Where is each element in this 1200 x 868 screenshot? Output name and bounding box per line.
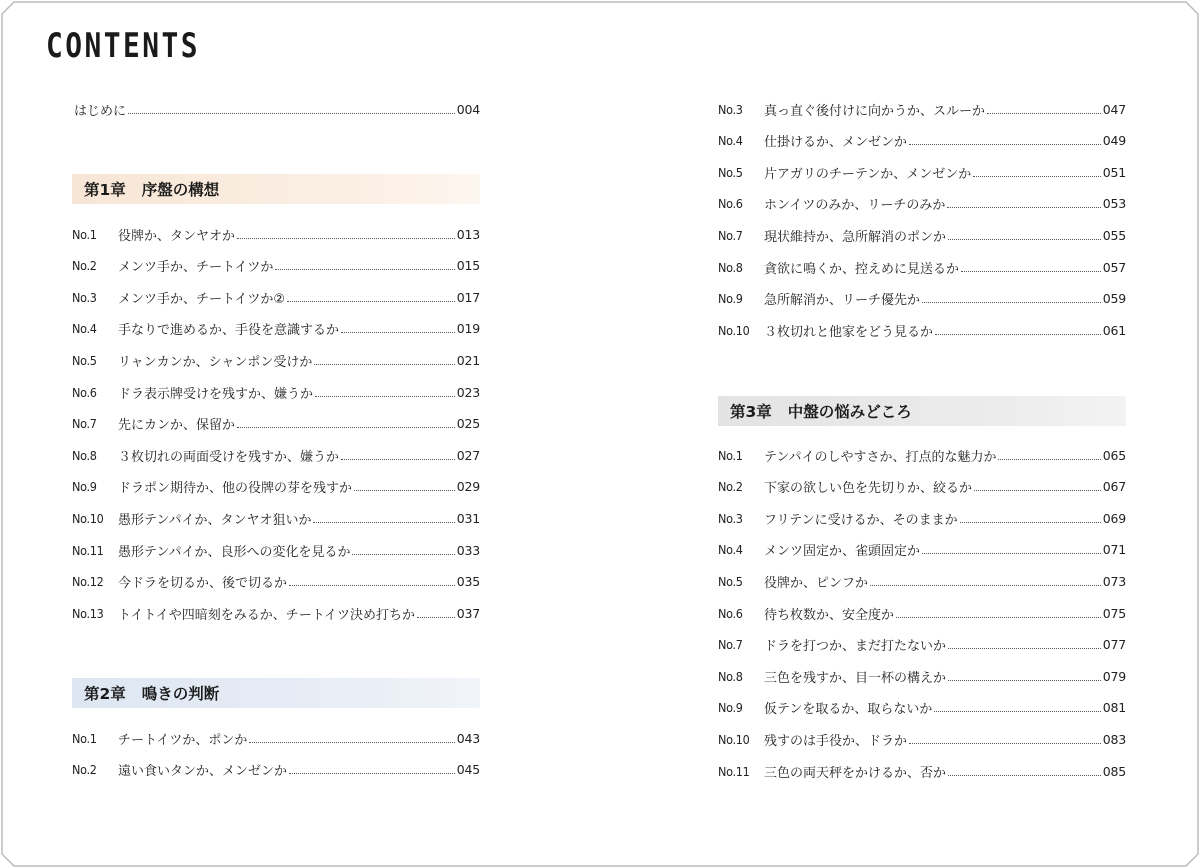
page-number: 071 [1102, 542, 1126, 558]
entry-label: 役牌か、タンヤオか [118, 228, 236, 244]
entry-label: 今ドラを切るか、後で切るか [118, 576, 288, 592]
toc-entry[interactable] [72, 286, 480, 308]
toc-entry[interactable] [718, 444, 1126, 466]
toc-entry[interactable] [72, 413, 480, 435]
entry-label: 待ち枚数か、安全度か [764, 607, 895, 623]
page-number: 019 [456, 321, 480, 337]
dot-leader [987, 113, 1101, 114]
toc-entry[interactable] [718, 161, 1126, 183]
chapter-number: 第1章 [84, 181, 126, 199]
page-number: 069 [1102, 510, 1126, 526]
entry-number: No.3 [718, 510, 743, 526]
chapter-number: 第3章 [730, 403, 772, 421]
entry-number: No.1 [718, 447, 743, 463]
dot-leader [352, 554, 454, 555]
toc-entry[interactable] [72, 349, 480, 371]
entry-number: No.8 [718, 259, 743, 275]
page-number: 053 [1102, 196, 1126, 212]
entry-number: No.1 [72, 226, 97, 242]
page-number: 017 [456, 289, 480, 305]
page-number: 081 [1102, 700, 1126, 716]
dot-leader [237, 238, 455, 239]
toc-entry[interactable] [718, 224, 1126, 246]
toc-entry[interactable] [72, 255, 480, 277]
entry-label: 三色の両天秤をかけるか、否か [764, 765, 947, 781]
dot-leader [961, 271, 1101, 272]
dot-leader [948, 648, 1101, 649]
toc-entry[interactable] [718, 130, 1126, 152]
toc-entry[interactable] [72, 318, 480, 340]
page-number: 035 [456, 574, 480, 590]
entry-label: ドラ表示牌受けを残すか、嫌うか [118, 386, 314, 402]
toc-entry-intro[interactable] [72, 98, 480, 120]
page-number: 085 [1102, 763, 1126, 779]
dot-leader [896, 617, 1101, 618]
entry-number: No.10 [718, 731, 750, 747]
chapter-title: 鳴きの判断 [141, 685, 220, 703]
entry-label: 現状維持か、急所解消のポンか [764, 229, 947, 245]
entry-number: No.9 [72, 479, 97, 495]
dot-leader [275, 269, 454, 270]
entry-number: No.7 [72, 416, 97, 432]
dot-leader [947, 207, 1100, 208]
entry-label: はじめに [74, 103, 127, 119]
entry-label: 真っ直ぐ後付けに向かうか、スルーか [764, 103, 986, 119]
toc-entry[interactable] [718, 256, 1126, 278]
dot-leader [998, 459, 1100, 460]
entry-number: No.4 [718, 133, 743, 149]
entry-label: トイトイや四暗刻をみるか、チートイツ決め打ちか [118, 607, 416, 623]
toc-entry[interactable] [718, 697, 1126, 719]
entry-label: ３枚切れと他家をどう見るか [764, 324, 934, 340]
entry-label: 三色を残すか、目一杯の構えか [764, 670, 947, 686]
page-number: 043 [456, 730, 480, 746]
dot-leader [128, 113, 455, 114]
page-number: 021 [456, 352, 480, 368]
entry-label: メンツ手か、チートイツか [118, 260, 274, 276]
dot-leader [948, 239, 1101, 240]
toc-entry[interactable] [718, 539, 1126, 561]
dot-leader [417, 617, 455, 618]
dot-leader [870, 585, 1101, 586]
toc-entry[interactable] [718, 665, 1126, 687]
entry-number: No.7 [718, 227, 743, 243]
entry-label: 役牌か、ピンフか [764, 575, 869, 591]
entry-number: No.8 [72, 447, 97, 463]
chapter-heading-2 [72, 678, 480, 708]
toc-entry[interactable] [718, 507, 1126, 529]
entry-label: ドラポン期待か、他の役牌の芽を残すか [118, 481, 353, 497]
toc-entry[interactable] [72, 727, 480, 749]
toc-entry[interactable] [72, 381, 480, 403]
toc-entry[interactable] [72, 444, 480, 466]
toc-entry[interactable] [72, 602, 480, 624]
toc-entry[interactable] [72, 759, 480, 781]
entry-number: No.5 [718, 164, 743, 180]
toc-entry[interactable] [718, 193, 1126, 215]
entry-number: No.11 [718, 763, 750, 779]
dot-leader [314, 364, 454, 365]
dot-leader [354, 490, 455, 491]
toc-entry[interactable] [718, 728, 1126, 750]
entry-label: 遠い食いタンか、メンゼンか [118, 764, 288, 780]
entry-number: No.3 [72, 289, 97, 305]
page-number: 065 [1102, 447, 1126, 463]
page-number: 055 [1102, 227, 1126, 243]
page-number: 049 [1102, 133, 1126, 149]
toc-entry[interactable] [72, 539, 480, 561]
entry-number: No.6 [72, 384, 97, 400]
dot-leader [934, 711, 1100, 712]
page-number: 023 [456, 384, 480, 400]
entry-number: No.10 [718, 322, 750, 338]
dot-leader [287, 301, 455, 302]
page-number: 079 [1102, 668, 1126, 684]
dot-leader [315, 396, 455, 397]
page-number: 045 [456, 762, 480, 778]
entry-label: リャンカンか、シャンポン受けか [118, 354, 313, 370]
entry-label: テンパイのしやすさか、打点的な魅力か [764, 449, 997, 465]
page-number: 051 [1102, 164, 1126, 180]
entry-label: 仮テンを取るか、取らないか [764, 702, 933, 718]
page-title: CONTENTS [46, 26, 200, 66]
page-number: 033 [456, 542, 480, 558]
page-number: 015 [456, 258, 480, 274]
entry-number: No.4 [72, 321, 97, 337]
entry-label: 先にカンか、保留か [118, 418, 236, 434]
entry-label: 貪欲に鳴くか、控えめに見送るか [764, 261, 960, 277]
entry-number: No.3 [718, 101, 743, 117]
dot-leader [973, 176, 1101, 177]
chapter-number: 第2章 [84, 685, 126, 703]
entry-label: ３枚切れの両面受けを残すか、嫌うか [118, 449, 340, 465]
page-number: 075 [1102, 605, 1126, 621]
entry-label: 手なりで進めるか、手役を意識するか [118, 323, 340, 339]
page-number: 061 [1102, 322, 1126, 338]
entry-number: No.9 [718, 700, 743, 716]
toc-entry[interactable] [718, 760, 1126, 782]
dot-leader [341, 459, 455, 460]
page-number: 047 [1102, 101, 1126, 117]
entry-number: No.5 [718, 573, 743, 589]
dot-leader [341, 332, 455, 333]
page-number: 031 [456, 510, 480, 526]
chapter-heading-1 [72, 174, 480, 204]
entry-number: No.8 [718, 668, 743, 684]
entry-label: チートイツか、ポンか [118, 732, 248, 748]
entry-label: 急所解消か、リーチ優先か [764, 293, 921, 309]
entry-number: No.7 [718, 637, 743, 653]
page-number: 077 [1102, 637, 1126, 653]
page-number: 025 [456, 416, 480, 432]
entry-label: 残すのは手役か、ドラか [764, 733, 908, 749]
toc-entry[interactable] [718, 602, 1126, 624]
entry-label: 愚形テンパイか、良形への変化を見るか [118, 544, 351, 560]
dot-leader [909, 144, 1101, 145]
entry-label: 愚形テンパイか、タンヤオ狙いか [118, 512, 312, 528]
toc-entry[interactable] [718, 634, 1126, 656]
entry-number: No.2 [718, 479, 743, 495]
toc-entry[interactable] [718, 570, 1126, 592]
entry-number: No.5 [72, 352, 97, 368]
toc-entry[interactable] [718, 476, 1126, 498]
entry-number: No.2 [72, 258, 97, 274]
page-number: 057 [1102, 259, 1126, 275]
page-number: 037 [456, 605, 480, 621]
entry-number: No.2 [72, 762, 97, 778]
entry-number: No.12 [72, 574, 104, 590]
dot-leader [313, 522, 454, 523]
entry-number: No.13 [72, 605, 104, 621]
chapter-heading-3 [718, 396, 1126, 426]
page-number: 029 [456, 479, 480, 495]
dot-leader [237, 427, 455, 428]
entry-number: No.11 [72, 542, 104, 558]
entry-label: 下家の欲しい色を先切りか、絞るか [764, 481, 973, 497]
dot-leader [960, 522, 1101, 523]
dot-leader [948, 680, 1101, 681]
toc-entry[interactable] [718, 98, 1126, 120]
dot-leader [289, 773, 455, 774]
page-number: 067 [1102, 479, 1126, 495]
entry-number: No.9 [718, 291, 743, 307]
page-number: 059 [1102, 291, 1126, 307]
entry-label: メンツ固定か、雀頭固定か [764, 544, 921, 560]
entry-number: No.10 [72, 510, 104, 526]
dot-leader [922, 302, 1101, 303]
page-number: 027 [456, 447, 480, 463]
entry-label: ドラを打つか、まだ打たないか [764, 639, 947, 655]
chapter-title: 序盤の構想 [141, 181, 220, 199]
toc-entry[interactable] [72, 507, 480, 529]
toc-entry[interactable] [718, 319, 1126, 341]
dot-leader [289, 585, 455, 586]
dot-leader [922, 553, 1101, 554]
entry-label: 片アガリのチーテンか、メンゼンか [764, 166, 972, 182]
dot-leader [974, 490, 1101, 491]
dot-leader [948, 775, 1101, 776]
page-number: 083 [1102, 731, 1126, 747]
toc-entry[interactable] [72, 571, 480, 593]
entry-label: フリテンに受けるか、そのままか [764, 512, 958, 528]
toc-entry[interactable] [72, 476, 480, 498]
entry-label: メンツ手か、チートイツか② [118, 291, 286, 307]
entry-number: No.1 [72, 730, 97, 746]
page-number: 073 [1102, 573, 1126, 589]
dot-leader [935, 334, 1101, 335]
entry-number: No.6 [718, 605, 743, 621]
page-number: 013 [456, 226, 480, 242]
page-number: 004 [456, 101, 480, 117]
entry-number: No.6 [718, 196, 743, 212]
entry-number: No.4 [718, 542, 743, 558]
toc-entry[interactable] [72, 223, 480, 245]
entry-label: ホンイツのみか、リーチのみか [764, 198, 946, 214]
toc-entry[interactable] [718, 288, 1126, 310]
dot-leader [909, 743, 1101, 744]
chapter-title: 中盤の悩みどころ [787, 403, 912, 421]
dot-leader [249, 742, 454, 743]
entry-label: 仕掛けるか、メンゼンか [764, 135, 908, 151]
